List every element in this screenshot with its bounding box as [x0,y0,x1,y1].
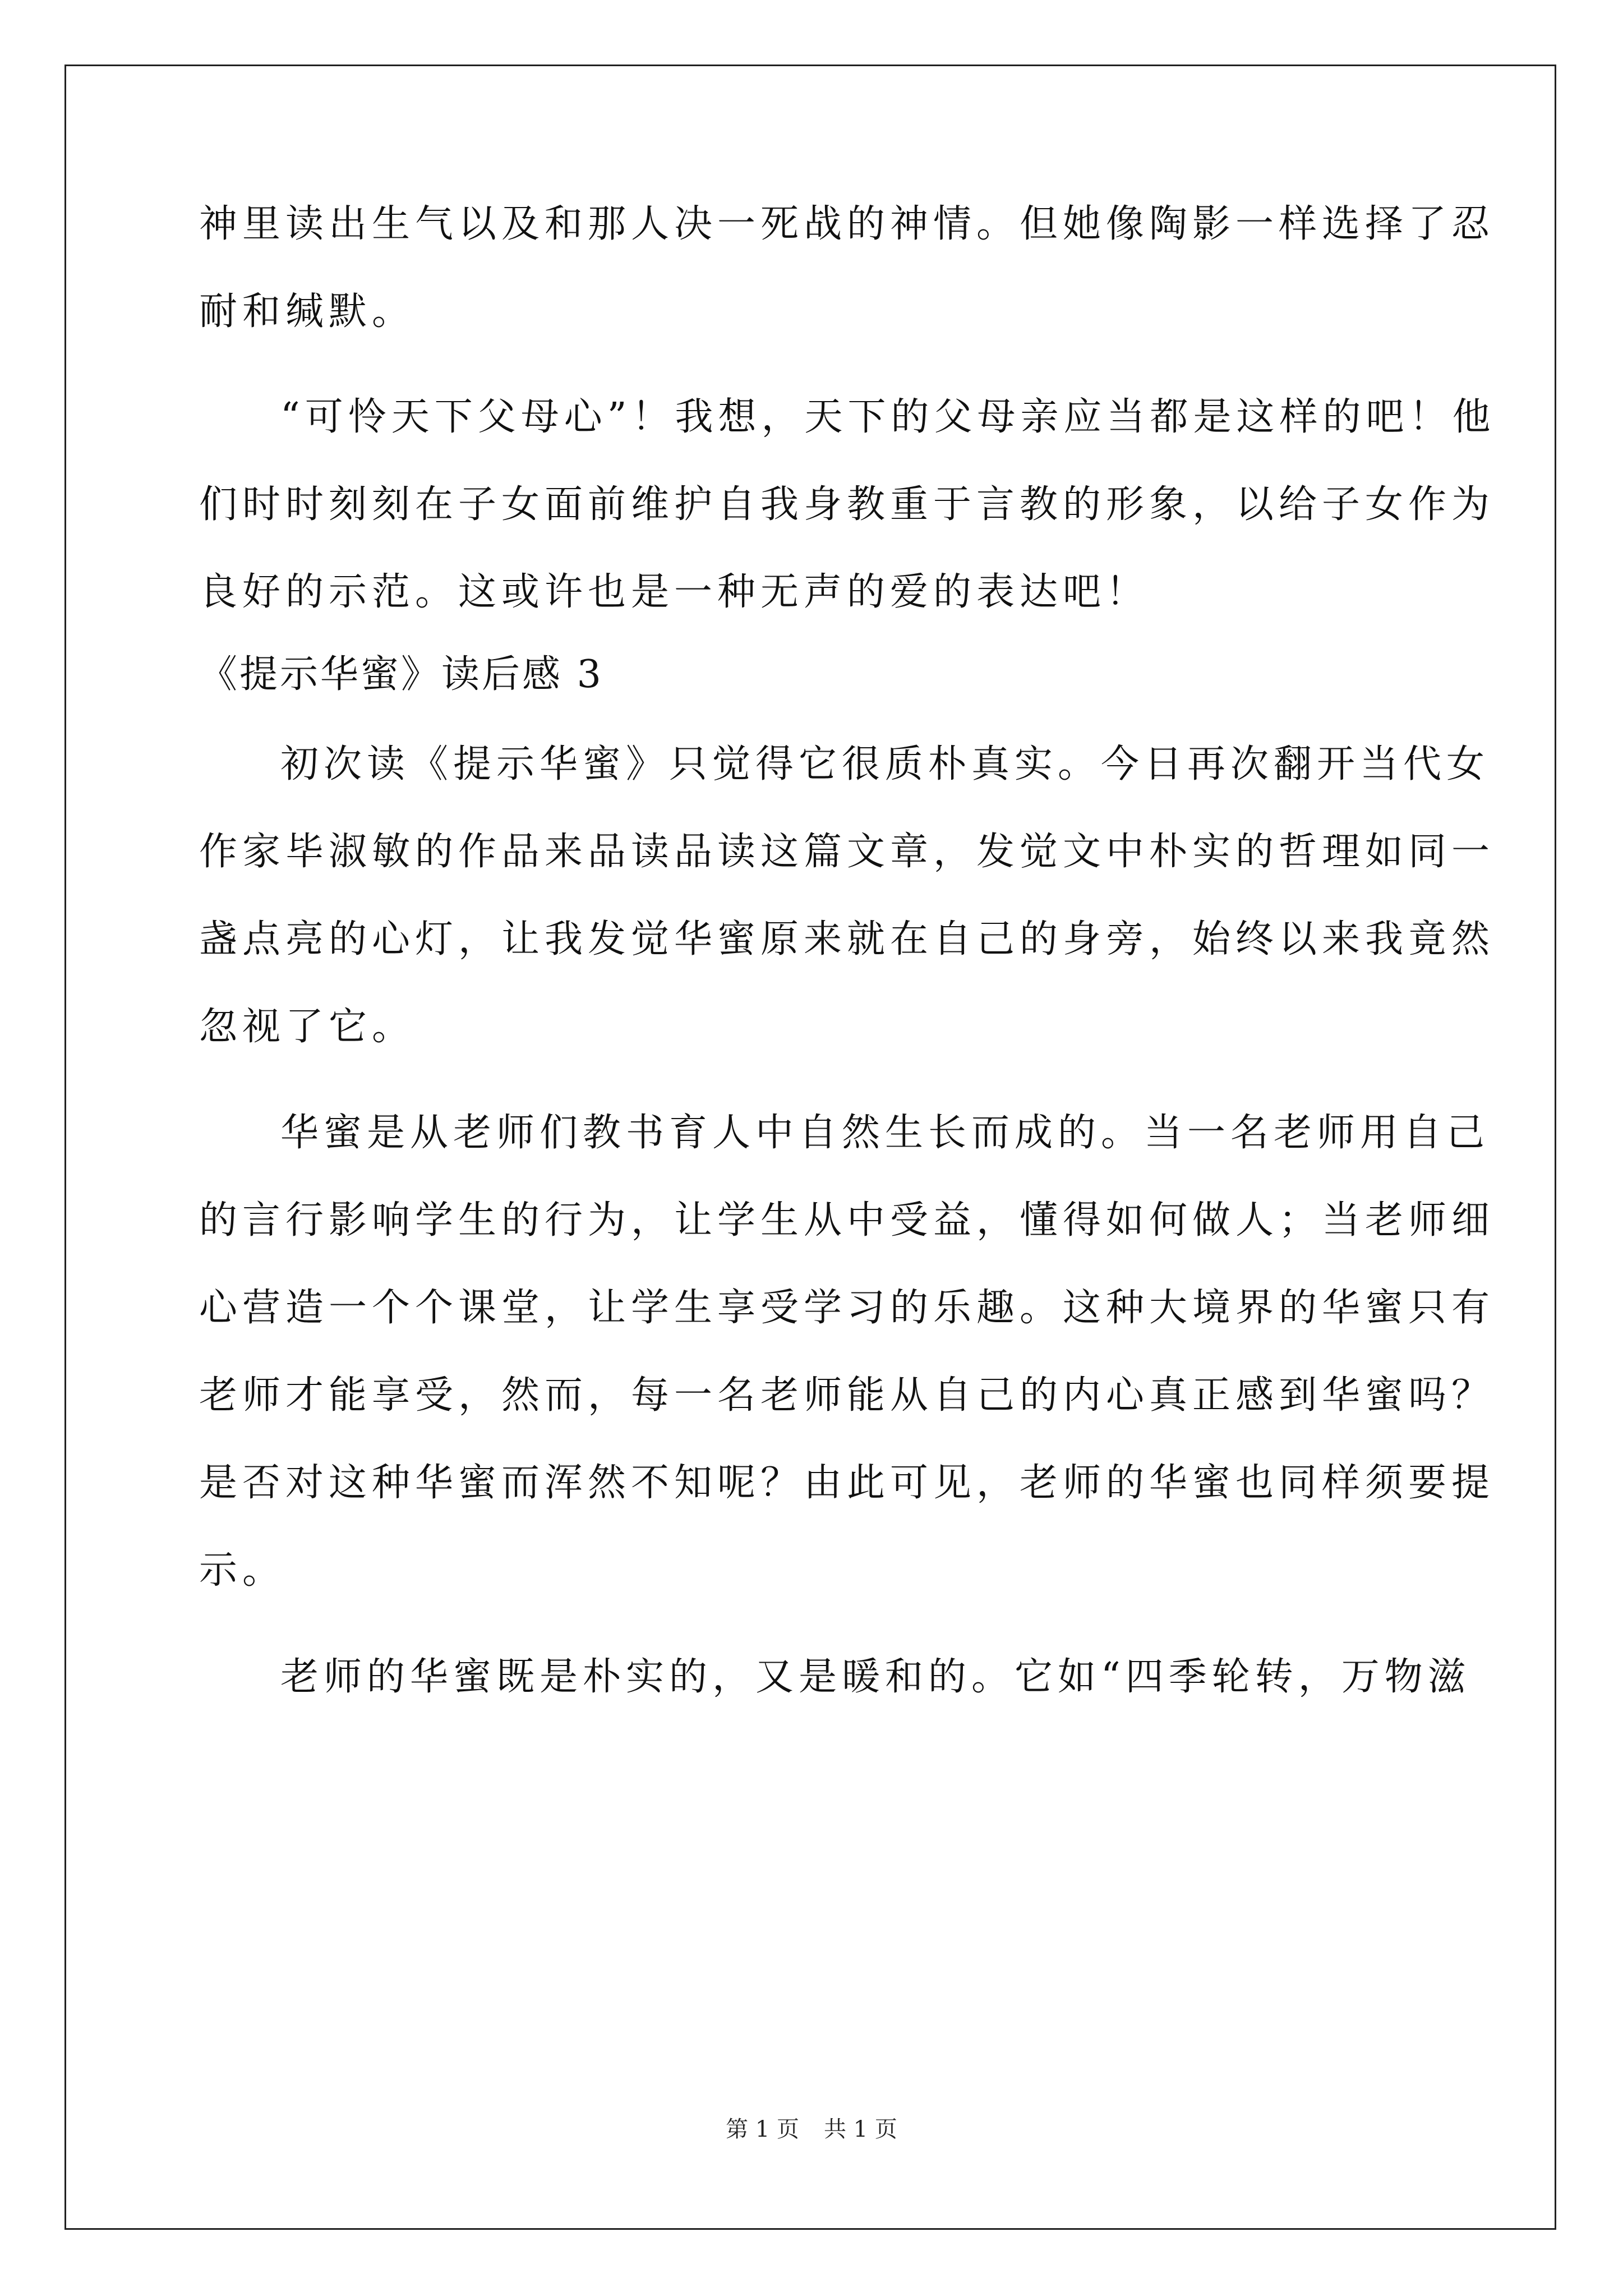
text-line: 老师的华蜜既是朴实的，又是暖和的。它如“四季轮转，万物滋 [280,1655,1471,1699]
text-line: 是否对这种华蜜而浑然不知呢？由此可见，老师的华蜜也同样须要提 [199,1461,1495,1505]
text-line: “可怜天下父母心”！我想，天下的父母亲应当都是这样的吧！他 [280,395,1496,439]
text-line: 盏点亮的心灯，让我发觉华蜜原来就在自己的身旁，始终以来我竟然 [199,917,1495,961]
page-footer [0,2115,1623,2144]
section-heading: 《提示华蜜》读后感 3 [199,652,603,697]
text-line: 华蜜是从老师们教书育人中自然生长而成的。当一名老师用自己 [280,1111,1490,1155]
text-line: 初次读《提示华蜜》只觉得它很质朴真实。今日再次翻开当代女 [280,742,1490,786]
text-line: 老师才能享受，然而，每一名老师能从自己的内心真正感到华蜜吗？ [199,1373,1495,1418]
text-line: 心营造一个个课堂，让学生享受学习的乐趣。这种大境界的华蜜只有 [199,1286,1495,1330]
text-line: 作家毕淑敏的作品来品读品读这篇文章，发觉文中朴实的哲理如同一 [199,830,1495,874]
text-line: 忽视了它。 [199,1005,416,1049]
text-line: 们时时刻刻在子女面前维护自我身教重于言教的形象，以给子女作为 [199,482,1495,527]
text-line: 神里读出生气以及和那人决一死战的神情。但她像陶影一样选择了忍 [199,202,1495,246]
text-line: 示。 [199,1548,286,1593]
text-line: 良好的示范。这或许也是一种无声的爱的表达吧！ [199,570,1150,614]
text-line: 耐和缄默。 [199,289,416,334]
total-pages: 共 1 页 [824,2116,897,2142]
page-number: 第 1 页 [726,2116,799,2142]
text-line: 的言行影响学生的行为，让学生从中受益，懂得如何做人；当老师细 [199,1198,1495,1243]
